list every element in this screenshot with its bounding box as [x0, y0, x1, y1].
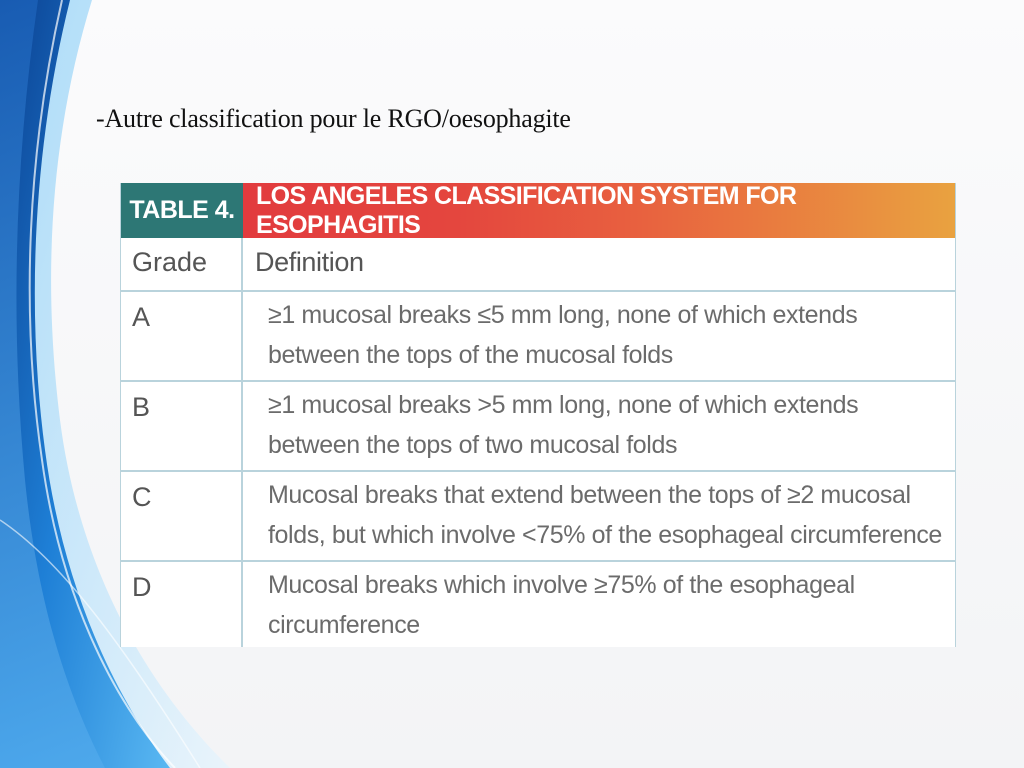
- definition-cell: ≥1 mucosal breaks >5 mm long, none of which extends between the tops of two mucosal folds: [268, 391, 859, 459]
- grade-cell: A: [121, 292, 243, 380]
- table-row: [121, 380, 955, 470]
- definition-cell: ≥1 mucosal breaks ≤5 mm long, none of which extends between the tops of the mucosal folds: [268, 301, 858, 369]
- column-header-grade: Grade: [121, 238, 243, 290]
- table-number: TABLE 4.: [121, 183, 243, 238]
- table-column-headers: [121, 238, 955, 290]
- table-header-bar: [121, 183, 955, 238]
- table-row: [121, 290, 955, 380]
- definition-cell: Mucosal breaks which involve ≥75% of the esophageal circumference: [268, 571, 855, 639]
- table-caption: LOS ANGELES CLASSIFICATION SYSTEM FOR ESOPHAGITIS: [243, 183, 955, 238]
- definition-cell: Mucosal breaks that extend between the tops of ≥2 mucosal folds, but which involve <75% of the esophageal circumference: [268, 481, 942, 549]
- column-header-definition: Definition: [255, 247, 364, 277]
- table-row: [121, 560, 955, 647]
- grade-cell: D: [121, 562, 243, 647]
- table-row: [121, 470, 955, 560]
- grade-cell: B: [121, 382, 243, 470]
- slide-title: -Autre classification pour le RGO/oesophagite: [96, 104, 571, 133]
- grade-cell: C: [121, 472, 243, 560]
- classification-table: [120, 183, 956, 647]
